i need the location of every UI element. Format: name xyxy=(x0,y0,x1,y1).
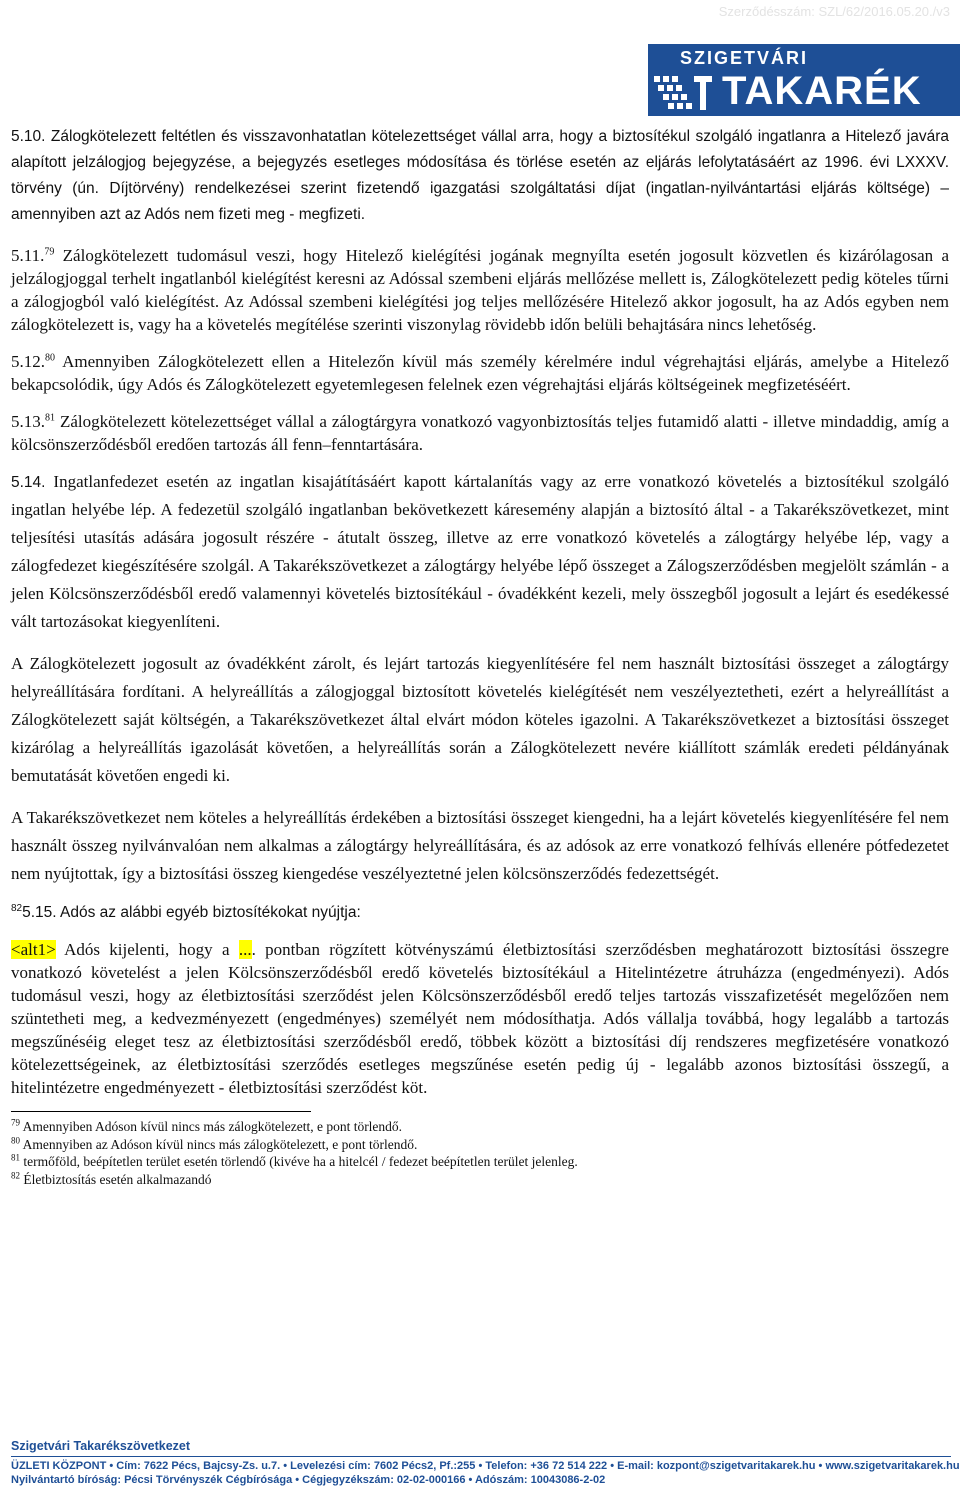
footnote-number: 81 xyxy=(11,1152,20,1163)
paragraph-text: Adós kijelenti, hogy a xyxy=(55,940,239,959)
logo-main-text: TAKARÉK xyxy=(722,69,922,113)
paragraph-alt1 xyxy=(11,938,949,1099)
footer-contact-line: ÜZLETI KÖZPONT • Cím: 7622 Pécs, Bajcsy-Zs. u.7. • Levelezési cím: 7602 Pécs2, Pf.:255 • Telefon: +36 72 514 222 • E-mail: kozpont@szigetvaritakarek.hu • www.szigetvaritakarek.hu xyxy=(11,1460,960,1472)
footer-registry-line: Nyilvántartó bíróság: Pécsi Törvényszék Cégbírósága • Cégjegyzékszám: 02-02-000166 • Adószám: 10043086-2-02 xyxy=(11,1474,606,1486)
paragraph-5-15 xyxy=(11,900,949,926)
paragraph-number: 5.12. xyxy=(11,352,45,371)
footer-divider xyxy=(11,1456,951,1457)
placeholder-dots: ... xyxy=(238,940,252,959)
paragraph-5-11 xyxy=(11,244,949,336)
footnote-number: 82 xyxy=(11,1170,20,1180)
paragraph-restoration: A Zálogkötelezett jogosult az óvadékként zárolt, és lejárt tartozás kiegyenlítésére fel nem használt biztosítási összeget a zálogtárgy helyreállítására fordítani. A helyreállítás a zálogjoggal biztosított követelés kielégítését nem veszélyeztetheti, ezért a helyreállítást a Zálogkötelezett saját költségén, a Takarékszövetkezet által elvárt módon köteles igazolni. A Takarékszövetkezet a biztosítási összeget kizárólag a helyreállítás igazolását követően, a helyreállítás során a Zálogkötelezett nevére kiállított számlák eredeti példányának bemutatását követően engedi ki. xyxy=(11,654,949,785)
paragraph-text: Amennyiben Zálogkötelezett ellen a Hitelezőn kívül más személy kérelmére indul végrehajtási eljárás, amelybe a Hitelező bekapcsolódik, úgy Adós és Zálogkötelezett egyetemlegesen felelnek ezen végrehajtási eljárás költségeinek megfizetéséért. xyxy=(11,352,949,394)
footnote-divider xyxy=(11,1111,311,1112)
paragraph-text: . pontban rögzített kötvényszámú életbiztosítási szerződésben meghatározott biztosítási összegre vonatkozó követelést a jelen Kölcsönszerződésből eredő követelés biztosítékául a Hitelintézetre átruházza (engedményezi). Adós tudomásul veszi, hogy az életbiztosítási szerződést jelen Kölcsönszerződésből eredő teljes tartozás visszafizetését megelőzően nem szüntetheti meg, a kedvezményezett (engedményes) személyét nem módosíthatja. Adós vállalja továbbá, hogy legalább a tartozás megszűnéséig eleget tesz az életbiztosítási szerződésből eredő, többek között a biztosítási díj rendszeres megfizetésére vonatkozó kötelezettségeinek, az életbiztosítási szerződés esetleges megszűnése esetén pedig új - legalább azonos biztosítási összegű, a hitelintézetre engedményezett - életbiztosítási szerződést köt. xyxy=(11,940,949,1097)
paragraph-number: 5.13. xyxy=(11,412,45,431)
logo-symbol-icon xyxy=(652,74,714,112)
footnote-79 xyxy=(11,1118,949,1136)
footnote-ref: 81 xyxy=(45,412,55,424)
alt1-tag: <alt1> xyxy=(11,940,56,959)
footnote-80 xyxy=(11,1136,949,1154)
paragraph-number: 5.14. xyxy=(11,474,46,491)
footnote-text: Amennyiben Adóson kívül nincs más zálogkötelezett, e pont törlendő. xyxy=(20,1119,403,1134)
paragraph-number: 5.11. xyxy=(11,246,45,265)
footnote-text: Életbiztosítás esetén alkalmazandó xyxy=(20,1171,212,1187)
paragraph-text: Zálogkötelezett tudomásul veszi, hogy Hitelező kielégítési jogának megnyílta esetén jogosult közvetlen és kizárólagosan a jelzálogjoggal terhelt ingatlanból kielégítést keresni az Adóssal szembeni eljárás mellőzése mellett is, Zálogkötelezett pedig köteles tűrni a zálogjogból való kielégítést. Az Adóssal szembeni kielégítési jog teljes mellőzésére Hitelező akkor jogosult, ha az Adós egyben nem zálogkötelezett is, vagy ha a követelés megítélése szerinti viszonylag rövidebb időn belüli behajtására nincs lehetőség. xyxy=(11,246,949,334)
document-body xyxy=(11,124,949,1188)
paragraph-text: Ingatlanfedezet esetén az ingatlan kisajátításáért kapott kártalanítás vagy az erre vonatkozó követelés a biztosítékul szolgáló ingatlan helyébe lép. A fedezetül szolgáló ingatlanban bekövetkezett káresemény alapján a biztosító által - a Takarékszövetkezet, mint teljesítési utasítás adására jogosult részére - átutalt összeg, illetve az erre vonatkozó követelés a zálogtárgy helyébe lép, vagy a zálogfedezet kiegészítésére szolgál. A Takarékszövetkezet a zálogtárgy helyébe lépő összeget a Zálogszerződésben megjelölt számlán - a jelen Kölcsönszerződésből eredő valamennyi követelés biztosítékául - óvadékként kezeli, mely összegből jogosult a lejárt és esedékessé vált tartozásokat kiegyenlíteni. xyxy=(11,472,949,631)
paragraph-5-13 xyxy=(11,410,949,456)
paragraph-5-10: 5.10. Zálogkötelezett feltétlen és visszavonhatatlan kötelezettséget vállal arra, hogy a biztosítékul szolgáló ingatlanra a Hitelező javára alapított jelzálogjog bejegyzése, a bejegyzés esetleges módosítása és törlése esetén az eljárás lefolytatásáért az 1996. évi LXXXV. törvény (ún. Díjtörvény) rendelkezései szerint fizetendő igazgatási szolgáltatási díjat (ingatlan-nyilvántartási eljárás költsége) – amennyiben azt az Adós nem fizeti meg - megfizeti. xyxy=(11,128,949,223)
paragraph-5-14 xyxy=(11,468,949,636)
footnote-81 xyxy=(11,1153,949,1171)
footnote-text: termőföld, beépítetlen terület esetén törlendő (kivéve ha a hitelcél / fedezet beépítetlen terület jelenleg. xyxy=(20,1154,578,1169)
paragraph-text: Zálogkötelezett kötelezettséget vállal a zálogtárgyra vonatkozó vagyonbiztosítás teljes futamidő alatti - illetve mindaddig, amíg a kölcsönszerződésből eredően tartozás áll fenn–fenntartására. xyxy=(11,412,949,454)
footnote-number: 79 xyxy=(11,1117,20,1128)
footnotes xyxy=(11,1118,949,1188)
footnote-82 xyxy=(11,1171,949,1189)
paragraph-release: A Takarékszövetkezet nem köteles a helyreállítás érdekében a biztosítási összeget kiengedni, ha a lejárt követelés kiegyenlítésére fel nem használt összeg nyilvánvalóan nem alkalmas a zálogtárgy helyreállítására, és az adósok az erre vonatkozó felhívás ellenére pótfedezetet nem nyújtottak, így a biztosítási összeg kiengedése veszélyeztetné jelen kölcsönszerződés fedezettségét. xyxy=(11,808,949,883)
footnote-ref: 80 xyxy=(45,352,55,364)
footer-company-name: Szigetvári Takarékszövetkezet xyxy=(11,1439,191,1453)
footnote-ref: 82 xyxy=(11,902,23,914)
page-footer xyxy=(11,1438,960,1487)
paragraph-5-12 xyxy=(11,350,949,396)
footnote-number: 80 xyxy=(11,1135,20,1145)
contract-number: Szerződésszám: SZL/62/2016.05.20./v3 xyxy=(718,4,950,19)
footnote-ref: 79 xyxy=(44,246,55,258)
bank-logo xyxy=(648,44,960,116)
logo-top-text: SZIGETVÁRI xyxy=(680,48,809,68)
paragraph-text: 5.15. Adós az alábbi egyéb biztosítékokat nyújtja: xyxy=(22,904,361,921)
footnote-text: Amennyiben az Adóson kívül nincs más zálogkötelezett, e pont törlendő. xyxy=(20,1136,418,1152)
